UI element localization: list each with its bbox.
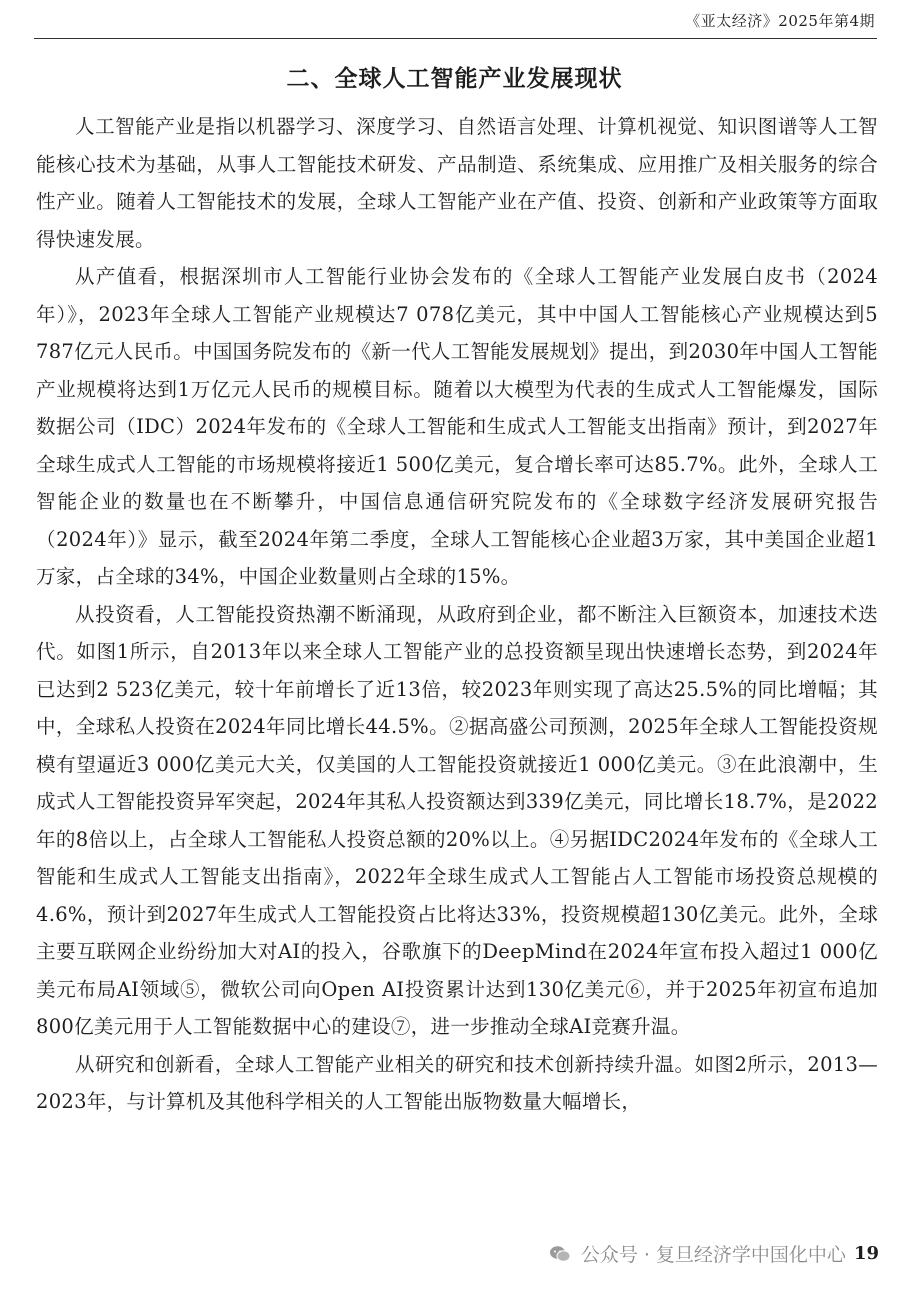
wechat-icon [549,1245,571,1263]
paragraph-research-innovation: 从研究和创新看，全球人工智能产业相关的研究和技术创新持续升温。如图2所示，2013—2023年，与计算机及其他科学相关的人工智能出版物数量大幅增长， [36,1052,878,1113]
watermark-text: 公众号 · 复旦经济学中国化中心 [580,1244,846,1266]
section-title: 二、全球人工智能产业发展现状 [286,66,623,92]
footer-watermark [549,1240,879,1267]
paragraph-investment: 从投资看，人工智能投资热潮不断涌现，从政府到企业，都不断注入巨额资本，加速技术迭代。如图1所示，自2013年以来全球人工智能产业的总投资额呈现出快速增长态势，到2024年已达到2 523亿美元，较十年前增长了近13倍，较2023年则实现了高达25.5%的同比增幅；其中，全球私人投资在2024年同比增长44.5%。②据高盛公司预测，2025年全球人工智能投资规模有望逼近3 000亿美元大关，仅美国的人工智能投资就接近1 000亿美元。③在此浪潮中，生成式人工智能投资异军突起，2024年其私人投资额达到339亿美元，同比增长18.7%，是2022年的8倍以上，占全球人工智能私人投资总额的20%以上。④另据IDC2024年发布的《全球人工智能和生成式人工智能支出指南》，2022年全球生成式人工智能占人工智能市场投资总规模的4.6%，预计到2027年生成式人工智能投资占比将达33%，投资规模超130亿美元。此外，全球主要互联网企业纷纷加大对AI的投入，谷歌旗下的DeepMind在2024年宣布投入超过1 000亿美元布局AI领域⑤，微软公司向Open AI投资累计达到130亿美元⑥，并于2025年初宣布追加800亿美元用于人工智能数据中心的建设⑦，进一步推动全球AI竞赛升温。 [36,602,878,1038]
paragraph-definition: 人工智能产业是指以机器学习、深度学习、自然语言处理、计算机视觉、知识图谱等人工智能核心技术为基础，从事人工智能技术研发、产品制造、系统集成、应用推广及相关服务的综合性产业。随着人工智能技术的发展，全球人工智能产业在产值、投资、创新和产业政策等方面取得快速发展。 [36,115,878,251]
article-body [36,108,878,1121]
page-number: 19 [853,1243,879,1264]
header-rule [34,38,877,39]
paragraph-output-value: 从产值看，根据深圳市人工智能行业协会发布的《全球人工智能产业发展白皮书（2024年）》，2023年全球人工智能产业规模达7 078亿美元，其中中国人工智能核心产业规模达到5 787亿元人民币。中国国务院发布的《新一代人工智能发展规划》提出，到2030年中国人工智能产业规模将达到1万亿元人民币的规模目标。随着以大模型为代表的生成式人工智能爆发，国际数据公司（IDC）2024年发布的《全球人工智能和生成式人工智能支出指南》预计，到2027年全球生成式人工智能的市场规模将接近1 500亿美元，复合增长率可达85.7%。此外，全球人工智能企业的数量也在不断攀升，中国信息通信研究院发布的《全球数字经济发展研究报告（2024年）》显示，截至2024年第二季度，全球人工智能核心企业超3万家，其中美国企业超1万家，占全球的34%，中国企业数量则占全球的15%。 [36,265,878,588]
running-head: 《亚太经济》2025年第4期 [685,12,875,30]
